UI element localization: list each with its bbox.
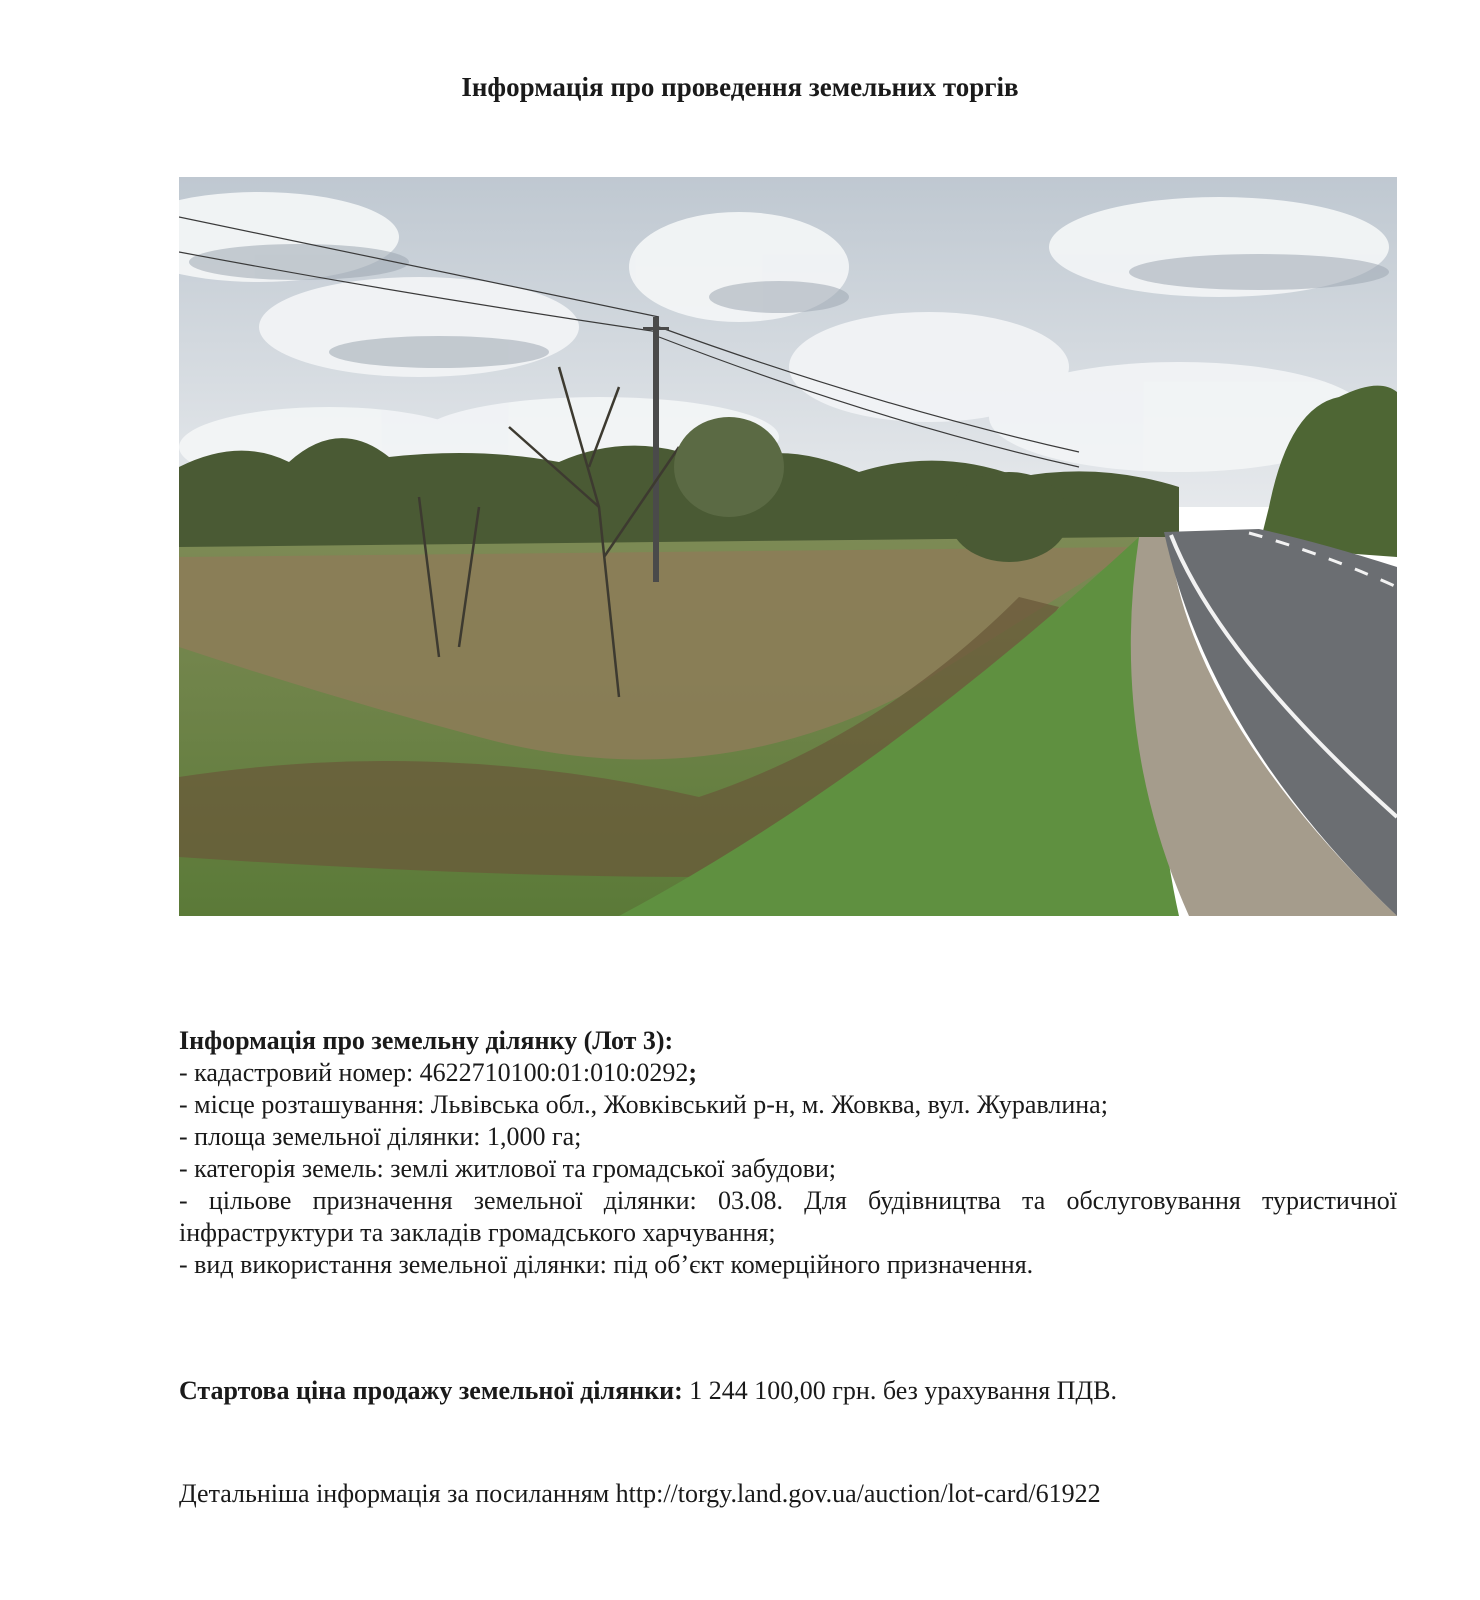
starting-price-label: Стартова ціна продажу земельної ділянки: (179, 1376, 683, 1405)
bush (674, 417, 784, 517)
landscape-photo-icon (179, 177, 1397, 916)
starting-price (179, 1375, 1397, 1407)
lot-info (179, 1025, 1397, 1281)
land-usage: - вид використання земельної ділянки: під об’єкт комерційного призначення. (179, 1250, 1034, 1279)
details-link[interactable]: Детальніша інформація за посиланням http://torgy.land.gov.ua/auction/lot-card/61922 (179, 1479, 1101, 1508)
starting-price-value: 1 244 100,00 грн. без урахування ПДВ. (682, 1376, 1118, 1405)
land-purpose: - цільове призначення земельної ділянки: 03.08. Для будівництва та обслуговування туристичної інфраструктури та закладів громадського харчування; (179, 1186, 1397, 1247)
landscape-photo (179, 177, 1397, 916)
utility-pole (653, 317, 659, 582)
location: - місце розташування: Львівська обл., Жовківський р-н, м. Жовква, вул. Журавлина; (179, 1090, 1108, 1119)
lot-info-heading: Інформація про земельну ділянку (Лот 3): (179, 1026, 674, 1055)
cadastral-number: - кадастровий номер: 4622710100:01:010:0292; (179, 1058, 698, 1087)
land-category: - категорія земель: землі житлової та громадської забудови; (179, 1154, 836, 1183)
document-title: Інформація про проведення земельних торгів (461, 72, 1019, 102)
plot-area: - площа земельної ділянки: 1,000 га; (179, 1122, 582, 1151)
